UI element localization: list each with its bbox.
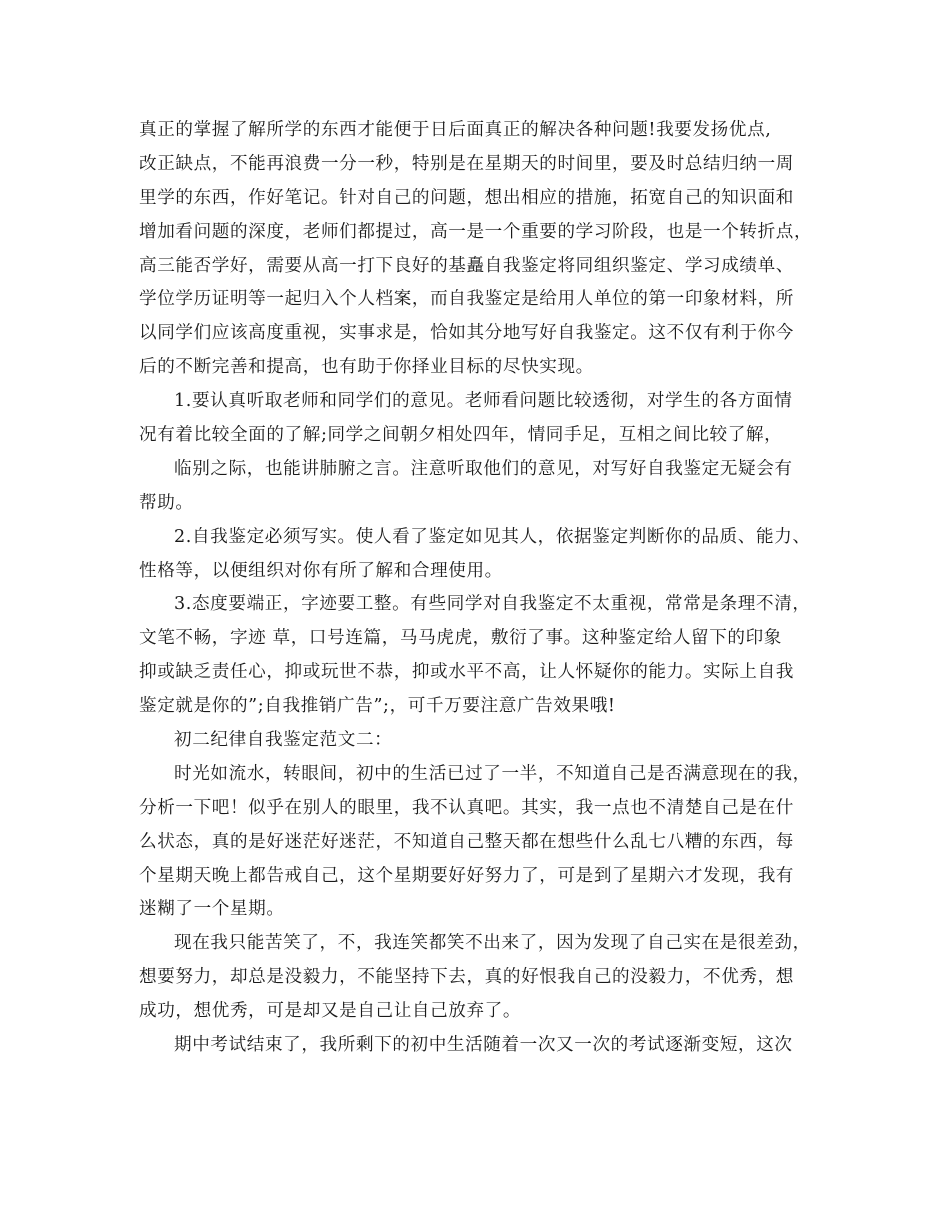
text-line: 迷糊了一个星期。 [139, 899, 285, 920]
text-line: 以同学们应该高度重视，实事求是，恰如其分地写好自我鉴定。这不仅有利于你今 [139, 323, 794, 344]
text-line: 鉴定就是你的”;自我推销广告”;，可千万要注意广告效果哦! [139, 696, 616, 717]
text-line: 性格等，以便组织对你有所了解和合理使用。 [139, 560, 503, 581]
text-line: 期中考试结束了，我所剩下的初中生活随着一次又一次的考试逐渐变短，这次 [174, 1035, 793, 1056]
text-line: 么状态，真的是好迷茫好迷茫，不知道自己整天都在想些什么乱七八糟的东西，每 [139, 831, 794, 852]
text-line: 个星期天晚上都告戒自己，这个星期要好好努力了，可是到了星期六才发现，我有 [139, 865, 794, 886]
text-line: 抑或缺乏责任心，抑或玩世不恭，抑或水平不高，让人怀疑你的能力。实际上自我 [139, 662, 794, 683]
text-line: 帮助。 [139, 492, 194, 513]
document-body [139, 114, 829, 1063]
text-line: 现在我只能苦笑了，不，我连笑都笑不出来了，因为发现了自己实在是很差劲， [174, 933, 811, 954]
text-line: 1.要认真听取老师和同学们的意见。老师看问题比较透彻，对学生的各方面情 [174, 391, 793, 412]
text-line: 增加看问题的深度，老师们都提过，高一是一个重要的学习阶段，也是一个转折点， [139, 221, 813, 242]
text-line: 3.态度要端正，字迹要工整。有些同学对自我鉴定不太重视，常常是条理不清， [174, 594, 811, 615]
text-line: 里学的东西，作好笔记。针对自己的问题，想出相应的措施，拓宽自己的知识面和 [139, 187, 794, 208]
text-line: 2.自我鉴定必须写实。使人看了鉴定如见其人，依据鉴定判断你的品质、能力、 [174, 526, 811, 547]
text-line: 分析一下吧！似乎在别人的眼里，我不认真吧。其实，我一点也不清楚自己是在什 [139, 797, 794, 818]
text-line: 想要努力，却总是没毅力，不能坚持下去，真的好恨我自己的没毅力，不优秀，想 [139, 967, 794, 988]
text-line: 成功，想优秀，可是却又是自己让自己放弃了。 [139, 1001, 522, 1022]
text-line: 高三能否学好，需要从高一打下良好的基矗自我鉴定将同组织鉴定、学习成绩单、 [139, 255, 794, 276]
text-line: 文笔不畅，字迹 草，口号连篇，马马虎虎，敷衍了事。这种鉴定给人留下的印象 [139, 628, 782, 649]
text-line: 况有着比较全面的了解;同学之间朝夕相处四年，情同手足，互相之间比较了解， [139, 425, 783, 446]
text-line: 后的不断完善和提高，也有助于你择业目标的尽快实现。 [139, 357, 594, 378]
text-line: 学位学历证明等一起归入个人档案，而自我鉴定是给用人单位的第一印象材料，所 [139, 289, 794, 310]
text-line: 真正的掌握了解所学的东西才能便于日后面真正的解决各种问题!我要发扬优点, [139, 120, 772, 140]
text-line: 初二纪律自我鉴定范文二： [174, 730, 393, 751]
text-line: 改正缺点，不能再浪费一分一秒，特别是在星期天的时间里，要及时总结归纳一周 [139, 153, 794, 174]
text-line: 时光如流水，转眼间，初中的生活已过了一半，不知道自己是否满意现在的我， [174, 763, 811, 784]
text-line: 临别之际，也能讲肺腑之言。注意听取他们的意见，对写好自我鉴定无疑会有 [174, 458, 793, 479]
